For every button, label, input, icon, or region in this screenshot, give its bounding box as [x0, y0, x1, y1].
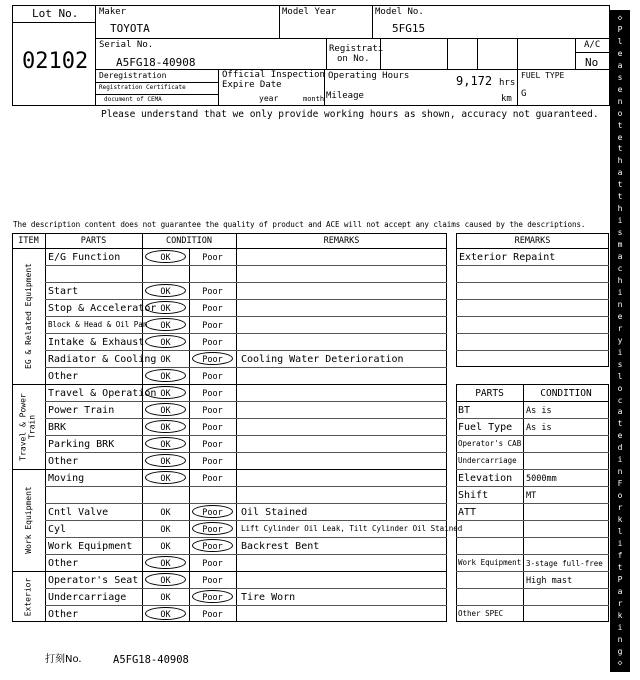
side-note-char: c	[617, 395, 623, 405]
spec-row-line	[456, 605, 609, 606]
side-note-char: i	[617, 287, 623, 297]
side-note-char: o	[617, 383, 623, 393]
side-note-char: l	[617, 36, 623, 46]
part-label: Work Equipment	[48, 541, 133, 552]
part-label: Start	[48, 286, 79, 297]
poor-label: Poor	[202, 576, 223, 586]
side-note-char: n	[617, 96, 623, 106]
footer-value: A5FG18-40908	[113, 654, 189, 666]
side-note-char: P	[617, 24, 623, 34]
month-label: month	[303, 95, 325, 103]
model-no-label: Model No.	[375, 7, 424, 17]
row-line	[45, 588, 447, 589]
spec-row-line	[456, 537, 609, 538]
remarks-header-divider	[456, 248, 609, 249]
poor-label: Poor	[202, 321, 223, 331]
row-line	[45, 537, 447, 538]
poor-circle-mark	[192, 352, 233, 365]
cema-label: document of CEMA	[104, 96, 162, 103]
spec-row-line	[456, 588, 609, 589]
spec-value: As is	[526, 406, 552, 416]
ok-circle-mark	[145, 369, 186, 382]
poor-label: Poor	[202, 610, 223, 620]
spec-row-line	[456, 486, 609, 487]
poor-circle-mark	[192, 505, 233, 518]
ok-label: OK	[160, 423, 171, 433]
row-line	[45, 418, 447, 419]
ok-label: OK	[160, 610, 171, 620]
poor-label: Poor	[202, 525, 223, 535]
part-label: Other	[48, 609, 79, 620]
remarks-row-line	[456, 299, 609, 300]
spec-condition-header: CONDITION	[540, 388, 592, 399]
spec-value: MT	[526, 491, 537, 501]
ok-label: OK	[160, 508, 171, 518]
part-label: Other	[48, 371, 79, 382]
row-line	[45, 435, 447, 436]
column-line	[236, 233, 237, 622]
spec-part: Fuel Type	[458, 422, 513, 433]
remarks-header: REMARKS	[514, 236, 551, 246]
group-label: Exterior	[23, 577, 33, 616]
row-line	[45, 282, 447, 283]
remarks-row-line	[456, 282, 609, 283]
ok-circle-mark	[145, 335, 186, 348]
side-note-char: k	[617, 515, 623, 525]
operating-hours-label: Operating Hours	[328, 71, 410, 81]
poor-label: Poor	[202, 457, 223, 467]
group-divider	[12, 571, 447, 572]
maker-value: TOYOTA	[110, 22, 150, 35]
model-no-value: 5FG15	[392, 22, 426, 35]
side-note-char: r	[617, 503, 623, 513]
spec-part: ATT	[458, 507, 477, 518]
reg-cert-label: Registration Certificate	[99, 84, 186, 91]
dereg-label: Deregistration	[99, 71, 167, 80]
ok-label: OK	[160, 559, 171, 569]
part-label: Block & Head & Oil Pan	[48, 320, 148, 329]
side-note-char: r	[617, 323, 623, 333]
poor-label: Poor	[202, 389, 223, 399]
part-label: Stop & Accelerator	[48, 303, 157, 314]
ok-circle-mark	[145, 403, 186, 416]
inspection-label-2: Expire Date	[222, 80, 282, 90]
ok-label: OK	[160, 321, 171, 331]
side-note-char: t	[617, 562, 623, 572]
group-divider	[12, 469, 447, 470]
side-note-char: i	[617, 538, 623, 548]
ac-label: A/C	[584, 40, 601, 50]
poor-label: Poor	[202, 372, 223, 382]
row-line	[45, 486, 447, 487]
poor-circle-mark	[192, 539, 233, 552]
spec-value: As is	[526, 423, 552, 433]
side-note-char: s	[617, 228, 623, 238]
group-label: Travel & Power Train	[18, 392, 37, 461]
part-label: Intake & Exhaust	[48, 337, 145, 348]
side-note-char: r	[617, 598, 623, 608]
side-note-char: n	[617, 634, 623, 644]
side-note-char: h	[617, 204, 623, 214]
side-note-char: F	[617, 479, 623, 489]
operating-hours-value: 9,172	[456, 74, 493, 88]
side-note-char: o	[617, 491, 623, 501]
part-label: Cntl Valve	[48, 507, 109, 518]
poor-label: Poor	[202, 338, 223, 348]
ok-circle-mark	[145, 386, 186, 399]
side-note-char: t	[617, 180, 623, 190]
part-label: E/G Function	[48, 252, 121, 263]
header-parts: PARTS	[80, 236, 107, 246]
row-line	[45, 265, 447, 266]
remark-text: Oil Stained	[241, 507, 308, 518]
side-note-char: e	[617, 84, 623, 94]
year-label: year	[259, 94, 279, 103]
side-note-char: s	[617, 72, 623, 82]
row-line	[45, 299, 447, 300]
ok-label: OK	[160, 593, 171, 603]
header-condition: CONDITION	[165, 236, 213, 246]
side-note-char: o	[617, 108, 623, 118]
side-note-char: l	[617, 371, 623, 381]
spec-row-line	[456, 418, 609, 419]
ok-label: OK	[160, 440, 171, 450]
group-label: Work Equipment	[23, 486, 33, 554]
ok-label: OK	[160, 576, 171, 586]
spec-row-line	[456, 503, 609, 504]
poor-circle-mark	[192, 522, 233, 535]
remarks-row-line	[456, 265, 609, 266]
part-label: Radiator & Cooling	[48, 354, 157, 365]
side-note-char: t	[617, 419, 623, 429]
spec-part: Undercarriage	[458, 456, 517, 465]
ok-label: OK	[160, 474, 171, 484]
serial-value: A5FG18-40908	[116, 56, 196, 69]
side-note-char: i	[617, 347, 623, 357]
ok-label: OK	[160, 525, 171, 535]
side-note-text	[611, 14, 629, 668]
lot-label: Lot No.	[32, 7, 79, 20]
spec-row-line	[456, 435, 609, 436]
side-note-char: n	[617, 299, 623, 309]
ok-circle-mark	[145, 454, 186, 467]
poor-label: Poor	[202, 253, 223, 263]
row-line	[45, 452, 447, 453]
part-label: Power Train	[48, 405, 115, 416]
side-note-char: a	[617, 168, 623, 178]
side-note-char: i	[617, 455, 623, 465]
model-year-label: Model Year	[282, 7, 337, 17]
spec-part: Other SPEC	[458, 609, 504, 618]
remarks-row-line	[456, 316, 609, 317]
spec-part: Work Equipment	[458, 558, 522, 567]
side-note-char: t	[617, 144, 623, 154]
row-line	[45, 316, 447, 317]
fuel-type-value: G	[521, 89, 527, 99]
remarks-row-line	[456, 350, 609, 351]
part-label: Travel & Operation	[48, 388, 157, 399]
header-remarks: REMARKS	[323, 236, 360, 246]
row-line	[45, 333, 447, 334]
side-note-char: a	[617, 586, 623, 596]
poor-label: Poor	[202, 440, 223, 450]
poor-label: Poor	[202, 474, 223, 484]
hrs-unit: hrs	[499, 78, 516, 88]
spec-part: Operator's CAB	[458, 439, 522, 448]
group-label: EG & Related Equipment	[23, 263, 33, 369]
part-label: Parking BRK	[48, 439, 115, 450]
part-label: BRK	[48, 422, 67, 433]
ok-circle-mark	[145, 301, 186, 314]
spec-row-line	[456, 554, 609, 555]
part-label: Other	[48, 456, 79, 467]
ok-circle-mark	[145, 420, 186, 433]
ok-label: OK	[160, 542, 171, 552]
remarks-row-line	[456, 333, 609, 334]
mileage-label: Mileage	[326, 91, 364, 101]
row-line	[45, 401, 447, 402]
part-label: Operator's Seat	[48, 575, 139, 586]
remark-text: Cooling Water Deterioration	[241, 354, 404, 365]
row-line	[45, 350, 447, 351]
side-note-char: t	[617, 120, 623, 130]
side-note-char: h	[617, 156, 623, 166]
fuel-type-label: FUEL TYPE	[521, 71, 565, 80]
ok-label: OK	[160, 338, 171, 348]
poor-label: Poor	[202, 355, 223, 365]
maker-label: Maker	[99, 7, 127, 17]
remarks-cell: Exterior Repaint	[459, 252, 556, 263]
side-note-char: c	[617, 264, 623, 274]
side-note-char: ◇	[617, 658, 623, 668]
remark-text: Lift Cylinder Oil Leak, Tilt Cylinder Oil Stained	[241, 524, 463, 533]
row-line	[45, 503, 447, 504]
remark-text: Backrest Bent	[241, 541, 320, 552]
side-note-char: t	[617, 192, 623, 202]
header-divider	[12, 248, 447, 249]
spec-row-line	[456, 469, 609, 470]
spec-value: 5000mm	[526, 474, 557, 484]
ok-circle-mark	[145, 607, 186, 620]
ok-label: OK	[160, 355, 171, 365]
side-note-char: a	[617, 60, 623, 70]
row-line	[45, 605, 447, 606]
poor-label: Poor	[202, 304, 223, 314]
group-divider	[12, 384, 447, 385]
notice-text: Please understand that we only provide working hours as shown, accuracy not guaranteed.	[101, 109, 599, 120]
ok-circle-mark	[145, 437, 186, 450]
ok-label: OK	[160, 287, 171, 297]
side-note-char: m	[617, 240, 623, 250]
spec-part: BT	[458, 405, 471, 416]
side-note-char: g	[617, 646, 623, 656]
poor-label: Poor	[202, 406, 223, 416]
ok-circle-mark	[145, 573, 186, 586]
registration-label-2: on No.	[337, 54, 370, 64]
side-note-char: k	[617, 610, 623, 620]
side-note-char: n	[617, 467, 623, 477]
spec-parts-header: PARTS	[475, 388, 504, 399]
ok-circle-mark	[145, 318, 186, 331]
footer-label: 打刻No.	[45, 654, 82, 665]
side-note-char: e	[617, 48, 623, 58]
side-note-char: a	[617, 407, 623, 417]
side-note-char: y	[617, 335, 623, 345]
km-unit: km	[501, 94, 512, 104]
side-note-char: a	[617, 252, 623, 262]
ok-label: OK	[160, 253, 171, 263]
side-note-char: e	[617, 311, 623, 321]
poor-circle-mark	[192, 590, 233, 603]
spec-row-line	[456, 520, 609, 521]
side-note-char: h	[617, 275, 623, 285]
registration-label-1: Registrati	[329, 44, 384, 54]
row-line	[45, 554, 447, 555]
ok-circle-mark	[145, 250, 186, 263]
part-label: Other	[48, 558, 79, 569]
spec-part: Shift	[458, 490, 489, 501]
ok-circle-mark	[145, 556, 186, 569]
column-line	[45, 233, 46, 622]
spec-row-line	[456, 571, 609, 572]
side-note-char: e	[617, 431, 623, 441]
row-line	[45, 520, 447, 521]
side-note-char: P	[617, 574, 623, 584]
remark-text: Tire Worn	[241, 592, 296, 603]
ok-label: OK	[160, 372, 171, 382]
ac-value: No	[585, 56, 599, 69]
ok-label: OK	[160, 389, 171, 399]
poor-label: Poor	[202, 559, 223, 569]
part-label: Moving	[48, 473, 85, 484]
side-note-char: e	[617, 132, 623, 142]
side-note-char: d	[617, 443, 623, 453]
part-label: Cyl	[48, 524, 67, 535]
disclaimer-text: The description content does not guarantee the quality of product and ACE will not accept any claims caused by the descriptions.	[13, 220, 586, 229]
ok-circle-mark	[145, 471, 186, 484]
ok-circle-mark	[145, 284, 186, 297]
side-note-char: f	[617, 550, 623, 560]
spec-value: 3-stage full-free	[526, 559, 603, 568]
ok-label: OK	[160, 406, 171, 416]
side-note-char: ◇	[617, 13, 623, 22]
spec-value: High mast	[526, 576, 573, 586]
side-note-char: i	[617, 622, 623, 632]
side-note-char: l	[617, 526, 623, 536]
row-line	[45, 367, 447, 368]
serial-label: Serial No.	[99, 40, 154, 50]
header-item: ITEM	[18, 236, 39, 246]
lot-number: 02102	[22, 49, 89, 74]
inspection-label-1: Official Inspection	[222, 70, 325, 80]
poor-label: Poor	[202, 287, 223, 297]
spec-header-divider	[456, 401, 609, 402]
poor-label: Poor	[202, 423, 223, 433]
spec-part: Elevation	[458, 473, 513, 484]
side-note-char: i	[617, 216, 623, 226]
ok-label: OK	[160, 304, 171, 314]
part-label: Undercarriage	[48, 592, 127, 603]
poor-label: Poor	[202, 542, 223, 552]
poor-label: Poor	[202, 508, 223, 518]
poor-label: Poor	[202, 593, 223, 603]
side-note-char: s	[617, 359, 623, 369]
spec-row-line	[456, 452, 609, 453]
ok-label: OK	[160, 457, 171, 467]
